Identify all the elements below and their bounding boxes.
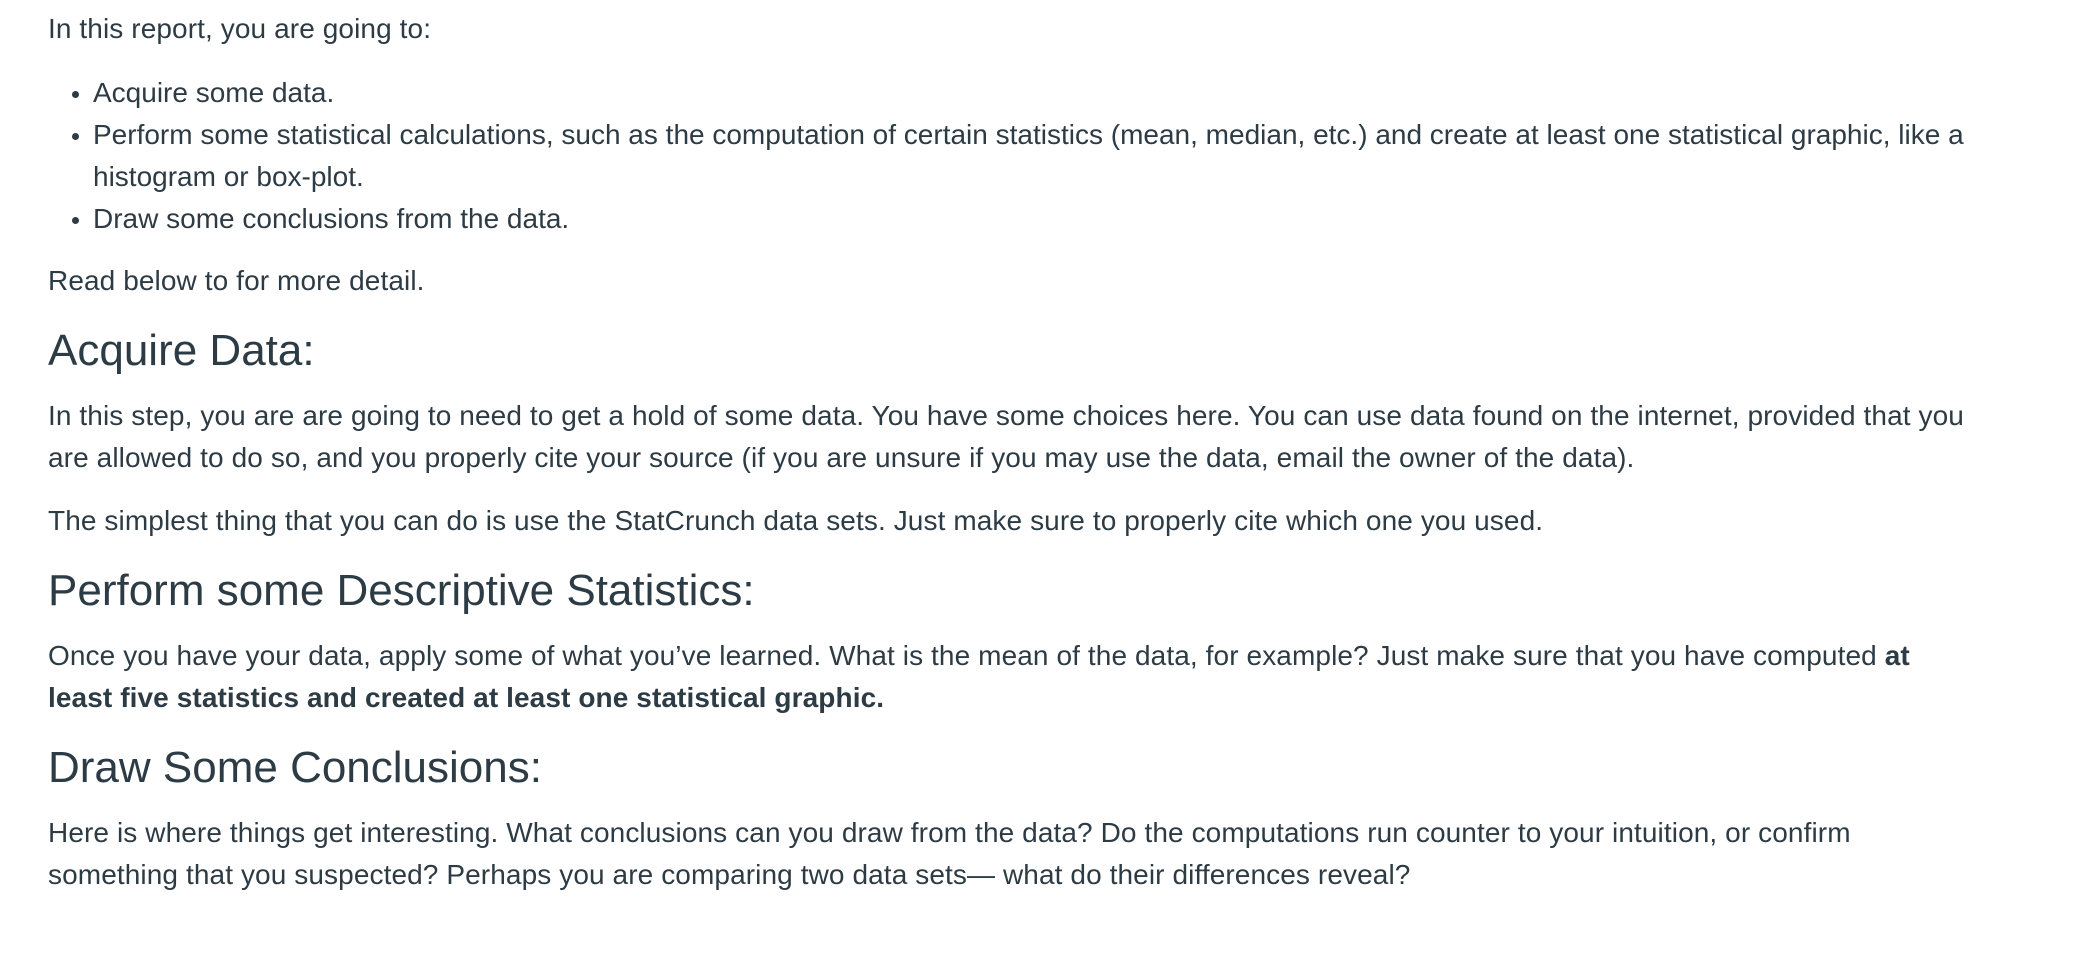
descriptive-bold-requirement: at least five statistics and created at least one statistical graphic. (48, 640, 1910, 713)
task-list (48, 72, 1980, 240)
acquire-paragraph-2: The simplest thing that you can do is use the StatCrunch data sets. Just make sure to properly cite which one you used. (48, 505, 1544, 536)
intro-text: In this report, you are going to: (48, 13, 432, 44)
conclusions-heading: Draw Some Conclusions: (48, 743, 542, 792)
acquire-paragraph-1: In this step, you are are going to need to get a hold of some data. You have some choices here. You can use data found on the internet, provided that you are allowed to do so, and you properly cite your source (if you are unsure if you may use the data, email the owner of the data). (48, 400, 1964, 473)
conclusions-paragraph: Here is where things get interesting. What conclusions can you draw from the data? Do the computations run counter to your intuition, or confirm something that you suspected? Perhaps you are comparing two data sets— what do their differences reveal? (48, 817, 1851, 890)
read-below-text: Read below to for more detail. (48, 265, 425, 296)
acquire-data-heading: Acquire Data: (48, 326, 315, 375)
list-item: • Perform some statistical calculations, such as the computation of certain statistics (mean, median, etc.) and create at least one statistical graphic, like a histogram or box-plot. (93, 114, 1980, 198)
descriptive-paragraph (48, 635, 1980, 719)
list-item: • Draw some conclusions from the data. (93, 198, 1980, 240)
descriptive-text: Once you have your data, apply some of what you’ve learned. What is the mean of the data, for example? Just make sure that you have computed (48, 640, 1885, 671)
list-item: • Acquire some data. (93, 72, 1980, 114)
descriptive-statistics-heading: Perform some Descriptive Statistics: (48, 566, 755, 615)
